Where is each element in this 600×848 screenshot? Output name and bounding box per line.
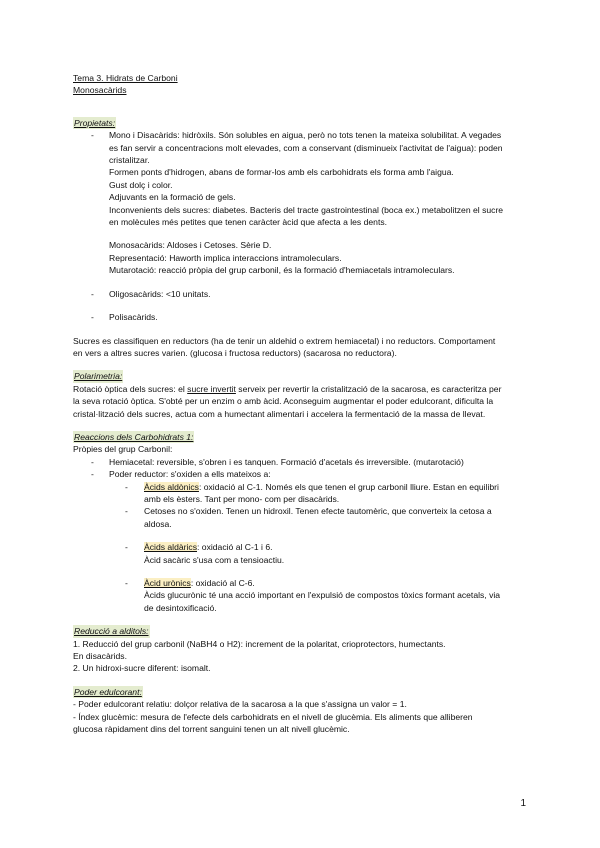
uronics-label: Àcid urònics bbox=[144, 578, 191, 588]
aldonics-line-2: amb els èsters. Tant per mono- com per disacàrids. bbox=[144, 493, 340, 504]
poder-reductor-text: Poder reductor: s'oxiden a ells mateixos a: bbox=[109, 469, 271, 480]
bullet-poder-reductor bbox=[73, 468, 525, 480]
bullet-dash: - bbox=[91, 469, 94, 480]
bullet-oligosacarids bbox=[73, 288, 525, 300]
mono-detail-1: Monosacàrids: Aldoses i Cetoses. Sèrie D. bbox=[109, 240, 272, 251]
cetoses-line-1: Cetoses no s'oxiden. Tenen un hidroxil. Tenen efecte tautomèric, que converteix la cetosa a bbox=[144, 506, 492, 517]
bullet-dash: - bbox=[91, 312, 94, 323]
mono-detail-2: Representació: Haworth implica interaccions intramoleculars. bbox=[109, 252, 342, 263]
reaccions-intro: Pròpies del grup Carbonil: bbox=[73, 444, 173, 455]
extra-line-1: Formen ponts d'hidrogen, abans de formar-los amb els carbohidrats els forma amb l'aigua. bbox=[109, 167, 454, 178]
bullet-dash: - bbox=[125, 481, 128, 492]
section-heading-reaccions: Reaccions dels Carbohidrats 1: bbox=[74, 431, 194, 442]
reduccio-line-1: 1. Reducció del grup carbonil (NaBH4 o H2): increment de la polaritat, crioprotectors, humectants. bbox=[73, 638, 446, 649]
sucres-line-2: en vers a altres sucres varien. (glucosa i fructosa reductors) (sacarosa no reductora). bbox=[73, 347, 397, 358]
aldonics-label: Àcids aldònics bbox=[144, 481, 199, 492]
subbullet-aldonics: - Àcids aldònics: oxidació al C-1. Només els que tenen el grup carbonil lliure. Estan en equilibri amb els èsters. Tant per mono- com per disacàrids. bbox=[73, 481, 525, 506]
bullet-polisacarids bbox=[73, 311, 525, 323]
bullet-dash: - bbox=[91, 288, 94, 299]
reduccio-line-3: 2. Un hidroxi-sucre diferent: isomalt. bbox=[73, 663, 211, 674]
uronics-line-2: Àcids glucurònic té una acció important en l'expulsió de compostos tòxics formant acetals, via bbox=[144, 590, 501, 601]
poli-text: Polisacàrids. bbox=[109, 312, 158, 323]
extra-line-3: Adjuvants en la formació de gels. bbox=[109, 192, 236, 203]
section-heading-polarimetria: Polarimetria: bbox=[74, 371, 123, 382]
document-title: Tema 3. Hidrats de Carboni bbox=[73, 73, 178, 83]
bullet-dash: - bbox=[91, 130, 94, 141]
extra-line-4: Inconvenients dels sucres: diabetes. Bacteris del tracte gastrointestinal (boca ex.) metabolitzen el sucre bbox=[109, 204, 504, 215]
uronics-line-3: de desintoxificació. bbox=[144, 602, 217, 613]
aldarics-line-2: Àcid sacàric s'usa com a tensioactiu. bbox=[144, 554, 285, 565]
polarimetria-line-2: la seva rotació òptica. S'obté per un enzim o amb àcid. Aconseguim augmentar el poder edulcorant, dificulta la bbox=[73, 396, 494, 407]
bullet-dash: - bbox=[125, 542, 128, 553]
edulcorant-line-1: - Poder edulcorant relatiu: dolçor relativa de la sacarosa a la que s'assigna un valor = 1. bbox=[73, 699, 407, 710]
section-heading-propietats: Propietats: bbox=[74, 117, 116, 128]
bullet-hemiacetal bbox=[73, 456, 525, 468]
oligo-text: Oligosacàrids: <10 unitats. bbox=[109, 288, 211, 299]
mono-line-3: cristalitzar. bbox=[109, 155, 150, 166]
edulcorant-line-3: glucosa ràpidament dins del torrent sanguini tenen un alt nivell glucèmic. bbox=[73, 724, 350, 735]
document-subtitle: Monosacàrids bbox=[73, 85, 127, 96]
section-heading-poder-edulcorant: Poder edulcorant: bbox=[74, 686, 142, 697]
polarimetria-line-3: cristal·lització dels sucres, actua com a humectant alimentari i accelera la fermentació de la massa de llevat. bbox=[73, 408, 486, 419]
extra-line-5: en molècules més petites que tenen caràcter àcid que afecta a les dents. bbox=[109, 217, 388, 228]
page-content bbox=[73, 72, 525, 735]
reduccio-line-2: En disacàrids. bbox=[73, 651, 127, 662]
bullet-dash: - bbox=[125, 506, 128, 517]
hemiacetal-text: Hemiacetal: reversible, s'obren i es tanquen. Formació d'acetals és irreversible. (mutarotació) bbox=[109, 456, 464, 467]
mono-detail-3: Mutarotació: reacció pròpia del grup carbonil, és la formació d'hemiacetals intramoleculars. bbox=[109, 265, 455, 276]
bullet-mono-disacarids bbox=[73, 129, 525, 166]
subbullet-aldarics: - Àcids aldàrics: oxidació al C-1 i 6. Àcid sacàric s'usa com a tensioactiu. bbox=[73, 541, 525, 566]
bullet-dash: - bbox=[91, 456, 94, 467]
mono-line-2: es fan servir a concentracions molt elevades, com a conservant (disminueix l'activitat de l'aigua): poden bbox=[109, 142, 503, 153]
sucre-invertit-term: sucre invertit bbox=[187, 383, 236, 394]
page-number: 1 bbox=[520, 798, 526, 809]
mono-line-1: Mono i Disacàrids: hidròxils. Són solubles en aigua, però no tots tenen la mateixa solubilitat. A vegades bbox=[109, 130, 502, 141]
aldarics-label: Àcids aldàrics bbox=[144, 542, 198, 553]
section-heading-reduccio: Reducció a alditols: bbox=[74, 626, 149, 637]
subbullet-uronics: - Àcid urònics: oxidació al C-6. Àcids glucurònic té una acció important en l'expulsió de compostos tòxics formant acetals, via de desintoxificació. bbox=[73, 577, 525, 614]
polarimetria-line-1: Rotació òptica dels sucres: el sucre invertit serveix per revertir la cristalització de la sacarosa, es caracteritza per bbox=[73, 383, 502, 394]
sucres-line-1: Sucres es classifiquen en reductors (ha de tenir un aldehid o extrem hemiacetal) i no reductors. Comportament bbox=[73, 335, 496, 346]
extra-line-2: Gust dolç i color. bbox=[109, 179, 173, 190]
cetoses-line-2: aldosa. bbox=[144, 518, 172, 529]
bullet-dash: - bbox=[125, 578, 128, 588]
subbullet-cetoses bbox=[73, 505, 525, 530]
edulcorant-line-2: - Índex glucèmic: mesura de l'efecte dels carbohidrats en el nivell de glucèmia. Els aliments que alliberen bbox=[73, 711, 473, 722]
